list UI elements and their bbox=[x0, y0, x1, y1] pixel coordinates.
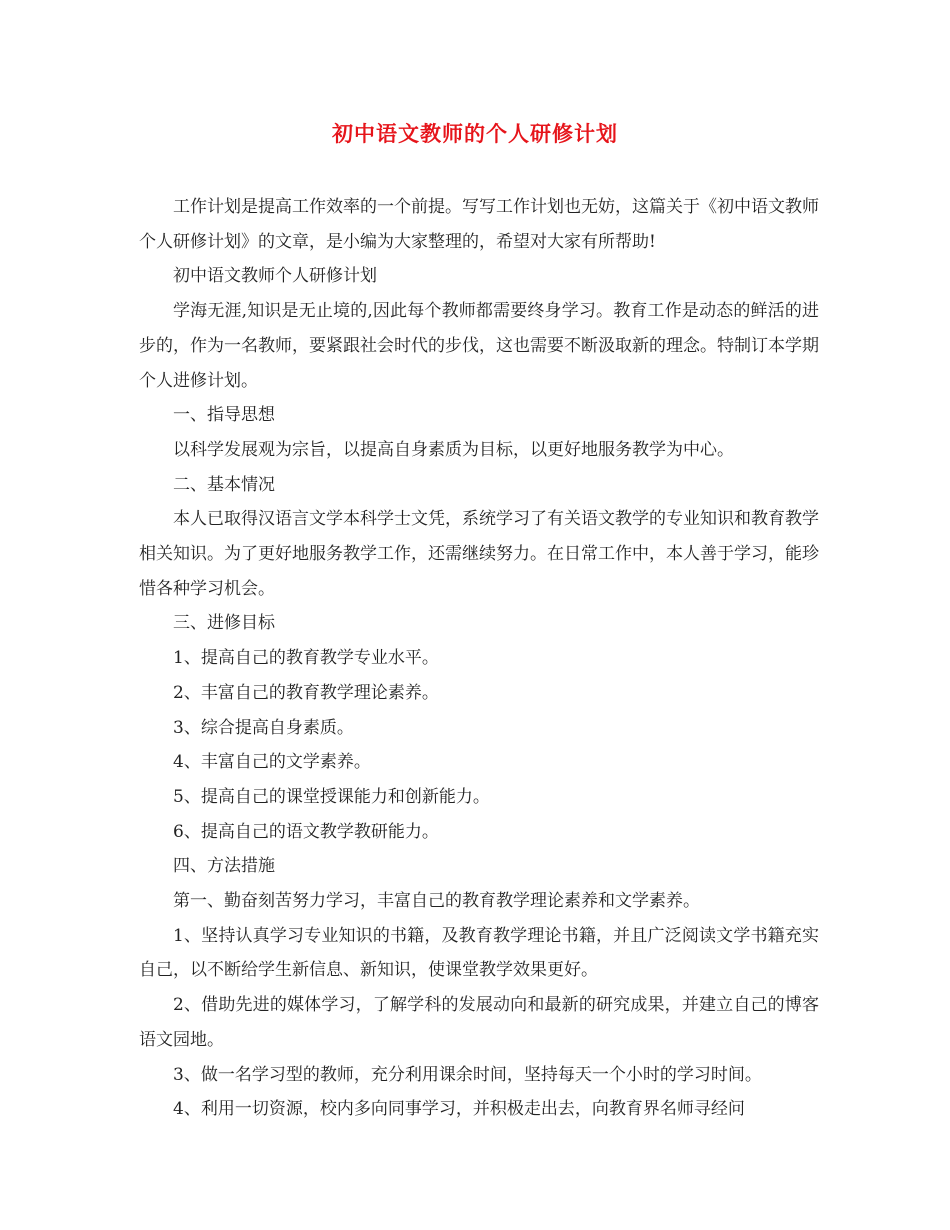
measure-item: 2、借助先进的媒体学习，了解学科的发展动向和最新的研究成果，并建立自己的博客语文园地。 bbox=[139, 995, 819, 1050]
paragraph-intro: 工作计划是提高工作效率的一个前提。写写工作计划也无妨，这篇关于《初中语文教师个人研修计划》的文章，是小编为大家整理的，希望对大家有所帮助! bbox=[139, 197, 819, 252]
document-body bbox=[139, 190, 819, 1127]
goal-item: 4、丰富自己的文学素养。 bbox=[173, 752, 371, 773]
measure-item: 1、坚持认真学习专业知识的书籍，及教育教学理论书籍，并且广泛阅读文学书籍充实自己，以不断给学生新信息、新知识，使课堂教学效果更好。 bbox=[139, 925, 819, 981]
measure-item: 4、利用一切资源，校内多向同事学习，并积极走出去，向教育界名师寻经问 bbox=[173, 1099, 745, 1120]
goal-item: 5、提高自己的课堂授课能力和创新能力。 bbox=[173, 786, 490, 807]
goal-item: 1、提高自己的教育教学专业水平。 bbox=[173, 648, 439, 669]
paragraph-guiding-thought: 以科学发展观为宗旨，以提高自身素质为目标，以更好地服务教学为中心。 bbox=[173, 439, 734, 460]
section-heading-guiding-thought: 一、指导思想 bbox=[173, 405, 275, 426]
goal-item: 6、提高自己的语文教学教研能力。 bbox=[173, 821, 439, 842]
paragraph-basic-situation: 本人已取得汉语言文学本科学士文凭，系统学习了有关语文教学的专业知识和教育教学相关知识。为了更好地服务教学工作，还需继续努力。在日常工作中，本人善于学习，能珍惜各种学习机会。 bbox=[139, 509, 819, 599]
section-heading-goals: 三、进修目标 bbox=[173, 613, 275, 634]
section-heading-measures: 四、方法措施 bbox=[173, 856, 275, 877]
goal-item: 3、综合提高自身素质。 bbox=[173, 717, 354, 738]
paragraph-measures-first: 第一、勤奋刻苦努力学习，丰富自己的教育教学理论素养和文学素养。 bbox=[173, 891, 700, 912]
measure-item: 3、做一名学习型的教师，充分利用课余时间，坚持每天一个小时的学习时间。 bbox=[173, 1064, 762, 1085]
paragraph-subtitle: 初中语文教师个人研修计划 bbox=[173, 266, 377, 287]
document-title: 初中语文教师的个人研修计划 bbox=[332, 121, 618, 146]
section-heading-basic-situation: 二、基本情况 bbox=[173, 474, 275, 495]
goal-item: 2、丰富自己的教育教学理论素养。 bbox=[173, 682, 439, 703]
paragraph-preface: 学海无涯,知识是无止境的,因此每个教师都需要终身学习。教育工作是动态的鲜活的进步的，作为一名教师，要紧跟社会时代的步伐，这也需要不断汲取新的理念。特制订本学期个人进修计划。 bbox=[139, 301, 819, 391]
